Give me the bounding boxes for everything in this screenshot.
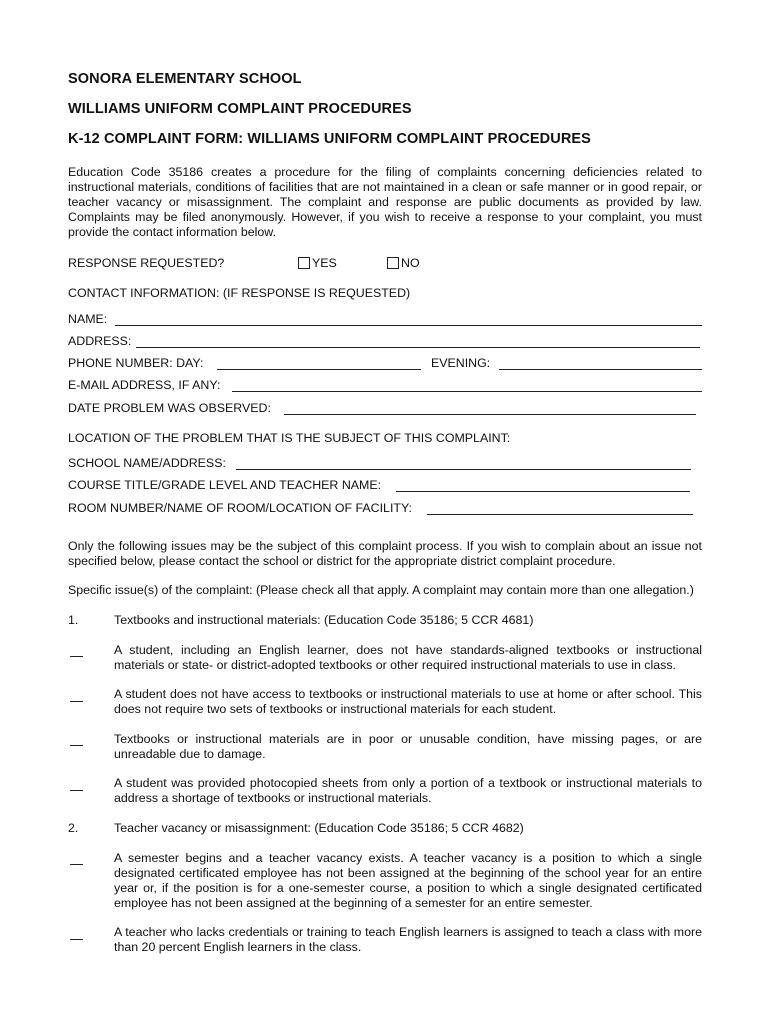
response-requested-label: RESPONSE REQUESTED? <box>68 256 225 270</box>
item-checkline[interactable] <box>70 864 83 865</box>
address-field[interactable] <box>136 347 700 348</box>
section-1-number: 1. <box>68 613 79 627</box>
yes-checkbox[interactable] <box>298 257 310 269</box>
item-checkline[interactable] <box>70 790 83 791</box>
address-label: ADDRESS: <box>68 334 132 348</box>
room-label: ROOM NUMBER/NAME OF ROOM/LOCATION OF FACILITY: <box>68 501 412 515</box>
phone-evening-field[interactable] <box>499 369 702 370</box>
section-2-title: Teacher vacancy or misassignment: (Education Code 35186; 5 CCR 4682) <box>114 821 524 835</box>
list-item: A student was provided photocopied sheets from only a portion of a textbook or instructional materials to address a shortage of textbooks or instructional materials. <box>114 776 702 805</box>
email-field[interactable] <box>232 391 702 392</box>
date-observed-field[interactable] <box>284 414 696 415</box>
issues-note: Only the following issues may be the subject of this complaint process. If you wish to complain about an issue not specified below, please contact the school or district for the appropriate district complaint procedure. <box>68 539 702 568</box>
list-item: A student, including an English learner, does not have standards-aligned textbooks or instructional materials or state- or district-adopted textbooks or other required instructional materials to use in class. <box>114 643 702 672</box>
school-name: SONORA ELEMENTARY SCHOOL <box>68 71 302 87</box>
item-checkline[interactable] <box>70 745 83 746</box>
yes-label: YES <box>312 256 337 270</box>
section-1-title: Textbooks and instructional materials: (Education Code 35186; 5 CCR 4681) <box>114 613 534 627</box>
intro-paragraph: Education Code 35186 creates a procedure for the filing of complaints concerning deficiencies related to instructional materials, conditions of facilities that are not maintained in a clean or safe manner or in good repair, or teacher vacancy or misassignment. The complaint and response are public documents as provided by law. Complaints may be filed anonymously. However, if you wish to receive a response to your complaint, you must provide the contact information below. <box>68 165 702 239</box>
form-title: K-12 COMPLAINT FORM: WILLIAMS UNIFORM COMPLAINT PROCEDURES <box>68 131 591 147</box>
item-checkline[interactable] <box>70 701 83 702</box>
course-field[interactable] <box>396 491 690 492</box>
list-item: A student does not have access to textbooks or instructional materials to use at home or after school. This does not require two sets of textbooks or instructional materials for each student. <box>114 687 702 716</box>
phone-evening-label: EVENING: <box>431 356 491 370</box>
no-checkbox[interactable] <box>387 257 399 269</box>
phone-day-label: PHONE NUMBER: DAY: <box>68 356 204 370</box>
name-label: NAME: <box>68 312 108 326</box>
no-label: NO <box>401 256 420 270</box>
item-checkline[interactable] <box>70 939 83 940</box>
email-label: E-MAIL ADDRESS, IF ANY: <box>68 378 221 392</box>
course-label: COURSE TITLE/GRADE LEVEL AND TEACHER NAME: <box>68 478 382 492</box>
list-item: A teacher who lacks credentials or training to teach English learners is assigned to teach a class with more than 20 percent English learners in the class. <box>114 925 702 954</box>
date-observed-label: DATE PROBLEM WAS OBSERVED: <box>68 401 271 415</box>
name-field[interactable] <box>115 325 702 326</box>
list-item: A semester begins and a teacher vacancy exists. A teacher vacancy is a position to which a single designated certificated employee has not been assigned at the beginning of the school year for an entire year or, if the position is for a one-semester course, a position to which a single designated certificated employee has not been assigned at the beginning of a semester for an entire semester. <box>114 851 702 910</box>
specific-issues-instructions: Specific issue(s) of the complaint: (Please check all that apply. A complaint may contain more than one allegation.) <box>68 583 694 597</box>
school-address-field[interactable] <box>236 469 691 470</box>
procedures-title: WILLIAMS UNIFORM COMPLAINT PROCEDURES <box>68 101 412 117</box>
item-checkline[interactable] <box>70 656 83 657</box>
room-field[interactable] <box>427 514 693 515</box>
list-item: Textbooks or instructional materials are in poor or unusable condition, have missing pages, or are unreadable due to damage. <box>114 732 702 761</box>
contact-heading: CONTACT INFORMATION: (IF RESPONSE IS REQUESTED) <box>68 286 411 300</box>
school-address-label: SCHOOL NAME/ADDRESS: <box>68 456 226 470</box>
location-heading: LOCATION OF THE PROBLEM THAT IS THE SUBJECT OF THIS COMPLAINT: <box>68 431 511 445</box>
section-2-number: 2. <box>68 821 79 835</box>
phone-day-field[interactable] <box>217 369 421 370</box>
